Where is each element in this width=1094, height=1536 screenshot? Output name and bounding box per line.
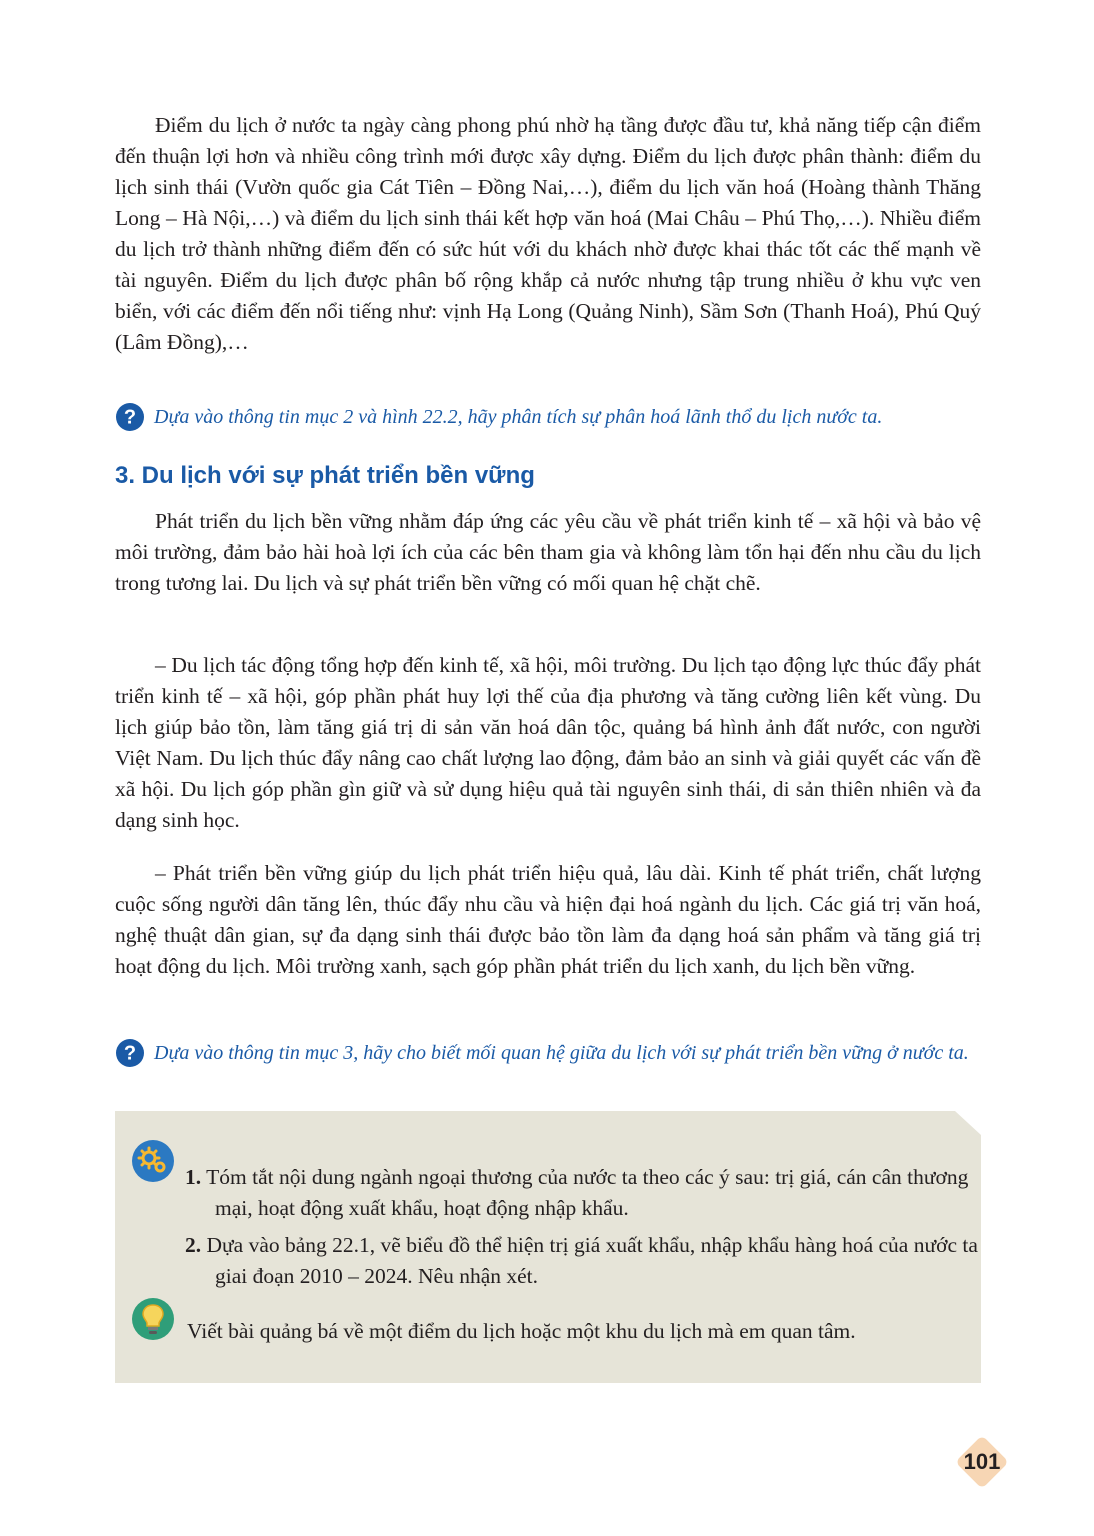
- section3-paragraph-2: – Du lịch tác động tổng hợp đến kinh tế, xã hội, môi trường. Du lịch tạo động lực thúc đẩy phát triển kinh tế – xã hội, góp phần phát huy lợi thế của địa phương và tăng cường liên kết vùng. Du lịch giúp bảo tồn, làm tăng giá trị di sản văn hoá dân tộc, quảng bá hình ảnh đất nước, con người Việt Nam. Du lịch thúc đẩy nâng cao chất lượng lao động, đảm bảo an sinh và giải quyết các vấn đề xã hội. Du lịch góp phần gìn giữ và sử dụng hiệu quả tài nguyên sinh thái, di sản thiên nhiên và đa dạng sinh học.: [115, 653, 981, 832]
- section3-paragraph-1: Phát triển du lịch bền vững nhằm đáp ứng các yêu cầu về phát triển kinh tế – xã hội và bảo vệ môi trường, đảm bảo hài hoà lợi ích của các bên tham gia và không làm tổn hại đến nhu cầu du lịch trong tương lai. Du lịch và sự phát triển bền vững có mối quan hệ chặt chẽ.: [115, 509, 981, 595]
- section-heading: 3. Du lịch với sự phát triển bền vững: [115, 462, 535, 489]
- task-number: 2.: [185, 1233, 202, 1257]
- section3-paragraph-3: – Phát triển bền vững giúp du lịch phát triển hiệu quả, lâu dài. Kinh tế phát triển, chất lượng cuộc sống người dân tăng lên, thúc đẩy nhu cầu và hiện đại hoá ngành du lịch. Các giá trị văn hoá, nghệ thuật dân gian, sự đa dạng sinh thái được bảo tồn làm đa dạng hoá sản phẩm và tăng giá trị hoạt động du lịch. Môi trường xanh, sạch góp phần phát triển du lịch xanh, du lịch bền vững.: [115, 861, 981, 978]
- question-icon: [115, 1038, 145, 1068]
- application-task: Viết bài quảng bá về một điểm du lịch hoặc một khu du lịch mà em quan tâm.: [187, 1319, 856, 1343]
- question-text: Dựa vào thông tin mục 3, hãy cho biết mối quan hệ giữa du lịch với sự phát triển bền vững ở nước ta.: [154, 1042, 969, 1064]
- svg-text:?: ?: [123, 1042, 137, 1065]
- practice-gears-icon: [131, 1139, 175, 1183]
- task-item-1: [185, 1162, 999, 1224]
- page-number: [955, 1435, 1009, 1489]
- question-text: Dựa vào thông tin mục 2 và hình 22.2, hãy phân tích sự phân hoá lãnh thổ du lịch nước ta.: [154, 406, 883, 428]
- page-number-text: 101: [963, 1449, 1001, 1474]
- question-block-section3: [115, 1038, 981, 1068]
- question-block-section2: [115, 402, 981, 432]
- task-text: Dựa vào bảng 22.1, vẽ biểu đồ thể hiện trị giá xuất khẩu, nhập khẩu hàng hoá của nước ta giai đoạn 2010 – 2024. Nêu nhận xét.: [206, 1233, 978, 1288]
- svg-text:?: ?: [123, 406, 137, 429]
- section2-paragraph: Điểm du lịch ở nước ta ngày càng phong phú nhờ hạ tầng được đầu tư, khả năng tiếp cận điểm đến thuận lợi hơn và nhiều công trình mới được xây dựng. Điểm du lịch được phân thành: điểm du lịch sinh thái (Vườn quốc gia Cát Tiên – Đồng Nai,…), điểm du lịch văn hoá (Hoàng thành Thăng Long – Hà Nội,…) và điểm du lịch sinh thái kết hợp văn hoá (Mai Châu – Phú Thọ,…). Nhiều điểm du lịch trở thành những điểm đến có sức hút với du khách nhờ được khai thác tốt các thế mạnh về tài nguyên. Điểm du lịch được phân bố rộng khắp cả nước nhưng tập trung nhiều ở khu vực ven biển, với các điểm đến nổi tiếng như: vịnh Hạ Long (Quảng Ninh), Sầm Sơn (Thanh Hoá), Phú Quý (Lâm Đồng),…: [115, 113, 981, 354]
- task-text: Tóm tắt nội dung ngành ngoại thương của nước ta theo các ý sau: trị giá, cán cân thương mại, hoạt động xuất khẩu, hoạt động nhập khẩu.: [206, 1165, 969, 1220]
- question-icon: [115, 402, 145, 432]
- lightbulb-icon: [131, 1297, 175, 1341]
- task-item-2: [185, 1230, 999, 1292]
- task-number: 1.: [185, 1165, 202, 1189]
